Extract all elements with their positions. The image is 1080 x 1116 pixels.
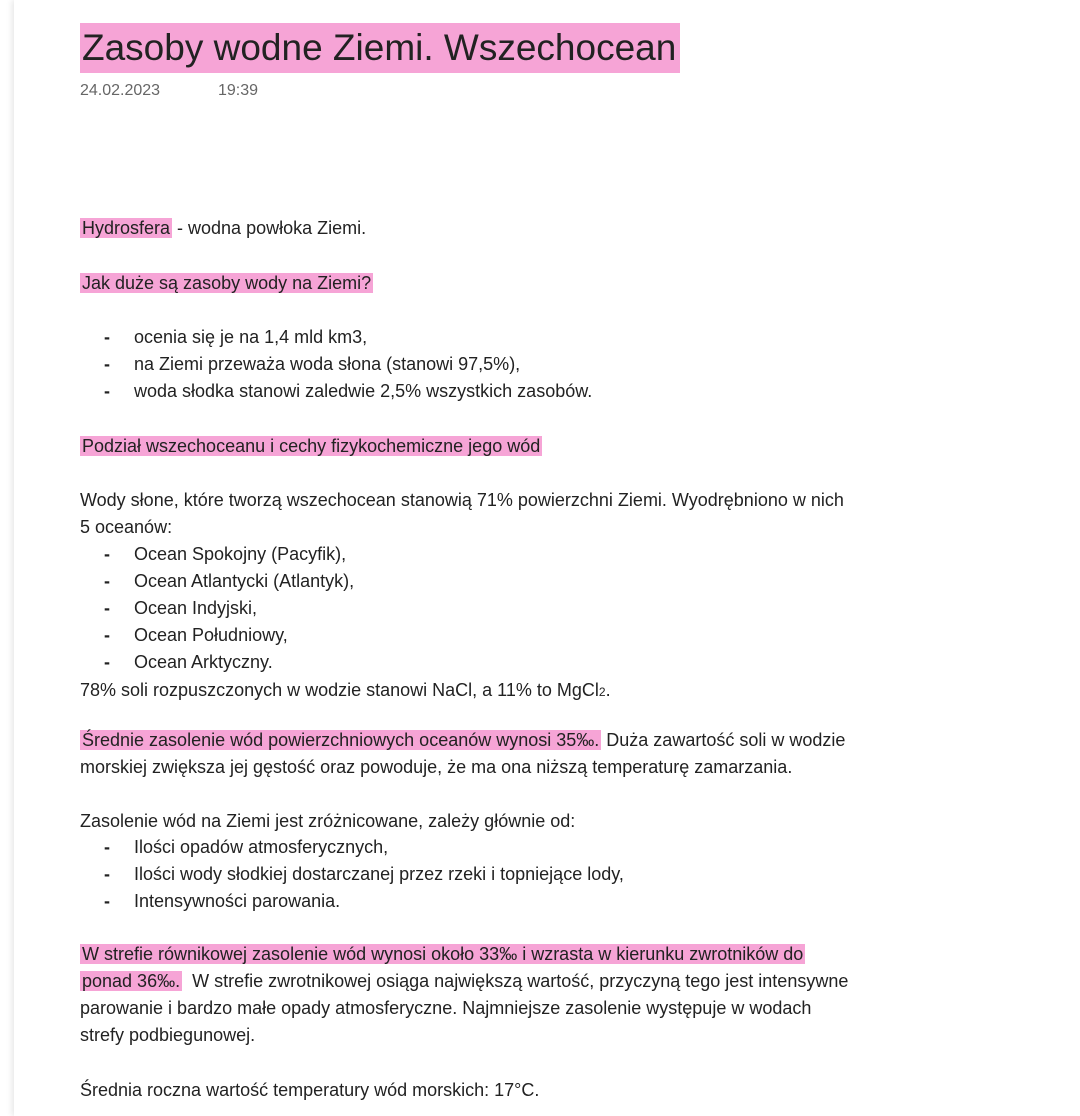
water-resources-heading-text: Jak duże są zasoby wody na Ziemi? [82,273,372,293]
salinity-highlight: Średnie zasolenie wód powierzchniowych oceanów wynosi 35‰. [82,730,600,750]
temperature-line: Średnia roczna wartość temperatury wód morskich: 17°C. [80,1080,540,1100]
list-item: - ocenia się je na 1,4 mld km3, [104,327,368,347]
list-item: - Intensywności parowania. [104,891,341,911]
list-item: - woda słodka stanowi zaledwie 2,5% wszystkich zasobów. [104,381,593,401]
ocean-intro-line-1: Wody słone, które tworzą wszechocean stanowią 71% powierzchni Ziemi. Wyodrębniono w nich [80,490,844,510]
salinity-line-2: morskiej zwiększa jej gęstość oraz powoduje, że ma ona niższą temperaturę zamarzania. [80,757,793,777]
document-page [14,0,1080,1116]
list-item: - Ilości opadów atmosferycznych, [104,837,389,857]
equator-line-1 [80,941,805,967]
hydrosfera-definition [80,215,366,241]
note-time: 19:39 [218,82,259,99]
page-title: Zasoby wodne Ziemi. Wszechocean [80,23,680,73]
ocean-heading-text: Podział wszechoceanu i cechy fizykochemiczne jego wód [82,436,541,456]
equator-highlight-1: W strefie równikowej zasolenie wód wynosi około 33‰ i wzrasta w kierunku zwrotników do [82,944,804,964]
ocean-intro-line-2: 5 oceanów: [80,517,173,537]
list-item: - Ilości wody słodkiej dostarczanej przez rzeki i topniejące lody, [104,864,624,884]
list-item: - Ocean Arktyczny. [104,652,273,672]
equator-line-3: parowanie i bardzo małe opady atmosferyczne. Najmniejsze zasolenie występuje w wodach [80,998,812,1018]
ocean-heading [80,433,542,459]
water-resources-list [80,324,592,405]
list-item: - Ocean Indyjski, [104,598,258,618]
hydrosfera-text: - wodna powłoka Ziemi. [172,218,367,238]
salinity-line-1: Średnie zasolenie wód powierzchniowych oceanów wynosi 35‰. Duża zawartość soli w wodzie [82,730,846,750]
note-date: 24.02.2023 [80,82,161,99]
factors-intro: Zasolenie wód na Ziemi jest zróżnicowane, zależy głównie od: [80,811,576,831]
hydrosfera-term: Hydrosfera [82,218,171,238]
list-item: - na Ziemi przeważa woda słona (stanowi 97,5%), [104,354,521,374]
list-item: - Ocean Spokojny (Pacyfik), [104,544,347,564]
list-item: - Ocean Atlantycki (Atlantyk), [104,571,355,591]
salts-line: 78% soli rozpuszczonych w wodzie stanowi NaCl, a 11% to MgCl2. [80,680,611,700]
list-item: - Ocean Południowy, [104,625,288,645]
equator-line-2: ponad 36‰. W strefie zwrotnikowej osiąga największą wartość, przyczyną tego jest intensywne [82,971,849,991]
equator-line-4: strefy podbiegunowej. [80,1025,256,1045]
oceans-list [80,541,354,676]
water-resources-heading [80,270,373,296]
factors-list [80,834,624,915]
equator-highlight-2: ponad 36‰. [82,971,181,991]
